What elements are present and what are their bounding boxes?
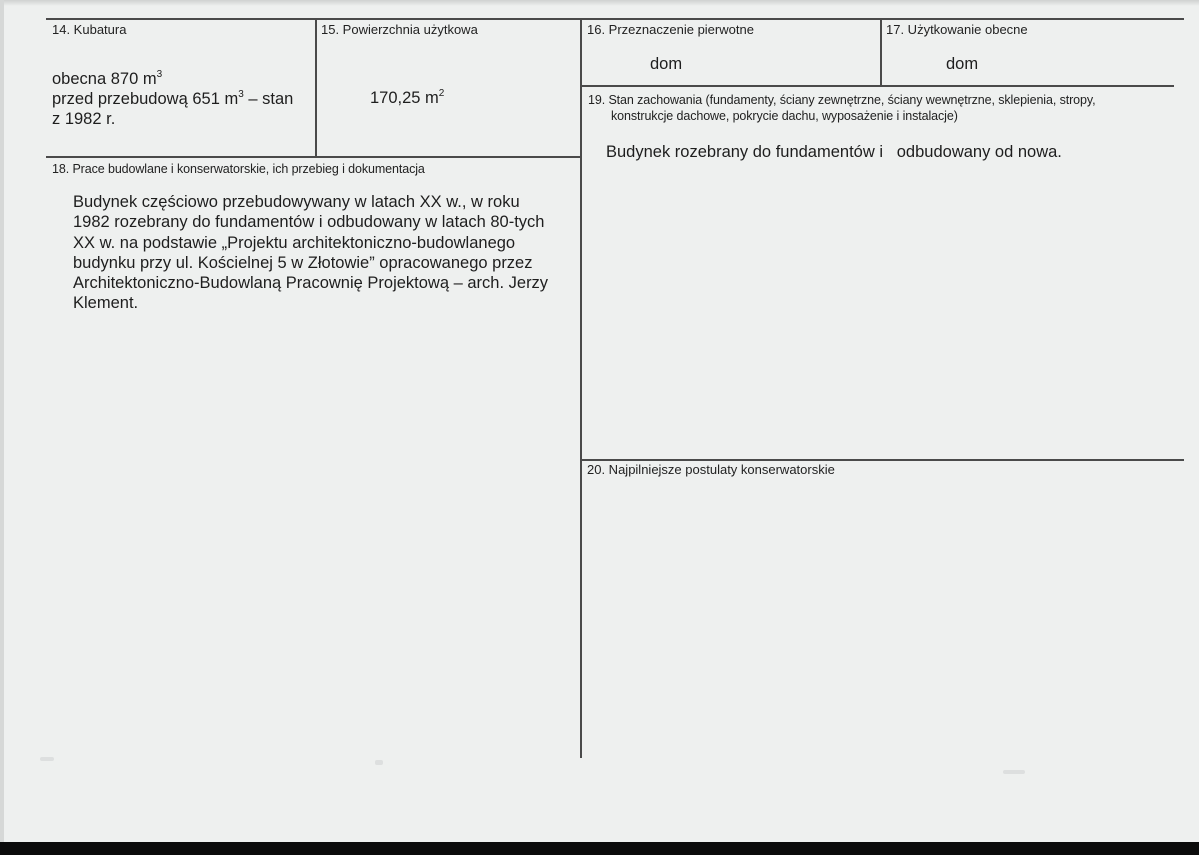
original-purpose-label: 16. Przeznaczenie pierwotne bbox=[587, 22, 754, 37]
construction-works-label: 18. Prace budowlane i konserwatorskie, ich przebieg i dokumentacja bbox=[52, 162, 425, 176]
condition-label: 19. Stan zachowania (fundamenty, ściany zewnętrzne, ściany wewnętrzne, sklepienia, stropy, bbox=[588, 93, 1096, 107]
construction-works-line: Architektoniczno-Budowlaną Pracownię Projektową – arch. Jerzy bbox=[73, 274, 549, 293]
kubatura-year: z 1982 r. bbox=[52, 110, 116, 128]
rule-above-20 bbox=[582, 459, 1184, 461]
kubatura-current: obecna 870 $m^3$ bbox=[52, 69, 163, 88]
divider-16-17 bbox=[880, 18, 882, 86]
page-left-edge bbox=[0, 0, 4, 842]
original-purpose-value: dom bbox=[650, 55, 683, 73]
construction-works-line: Klement. bbox=[73, 294, 139, 313]
rule-below-16-17 bbox=[582, 85, 1174, 87]
scan-smudge bbox=[40, 757, 54, 761]
scan-smudge bbox=[375, 760, 383, 765]
top-rule bbox=[46, 18, 1184, 20]
kubatura-before: przed przebudową 651 $m^3$ – stan bbox=[52, 89, 294, 108]
current-use-value: dom bbox=[946, 55, 979, 73]
kubatura-label: 14. Kubatura bbox=[52, 22, 127, 37]
scan-smudge bbox=[1003, 770, 1025, 774]
construction-works-line: Budynek częściowo przebudowywany w latach XX w., w roku bbox=[73, 193, 520, 211]
usable-area-value: 170,25 $m^2$ bbox=[370, 88, 445, 107]
condition-label-continued: konstrukcje dachowe, pokrycie dachu, wyposażenie i instalacje) bbox=[611, 109, 958, 123]
divider-14-15 bbox=[315, 18, 317, 157]
usable-area-label: 15. Powierzchnia użytkowa bbox=[321, 22, 478, 37]
center-divider bbox=[580, 18, 582, 758]
current-use-label: 17. Użytkowanie obecne bbox=[886, 22, 1028, 37]
construction-works-line: XX w. na podstawie „Projektu architektoniczno-budowlanego bbox=[73, 233, 516, 252]
construction-works-line: 1982 rozebrany do fundamentów i odbudowany w latach 80-tych bbox=[73, 213, 545, 232]
construction-works-line: budynku przy ul. Kościelnej 5 w Złotowie” opracowanego przez bbox=[73, 253, 533, 272]
construction-works-text bbox=[73, 192, 548, 314]
conservation-postulates-label: 20. Najpilniejsze postulaty konserwatorskie bbox=[587, 462, 835, 477]
rule-above-18 bbox=[46, 156, 582, 158]
page-bottom-edge bbox=[0, 842, 1199, 855]
page-top-edge bbox=[0, 0, 1199, 6]
condition-value: Budynek rozebrany do fundamentów i odbudowany od nowa. bbox=[606, 143, 1062, 161]
